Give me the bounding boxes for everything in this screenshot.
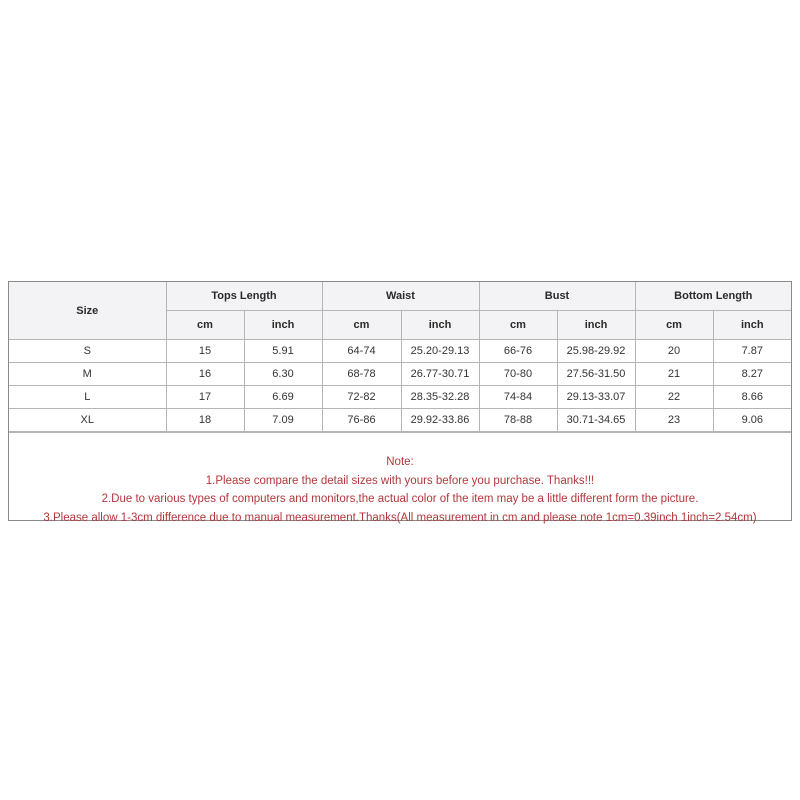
group-header-waist: Waist <box>322 282 479 311</box>
size-cell: S <box>9 340 166 363</box>
table-cell: 18 <box>166 409 244 432</box>
size-cell: M <box>9 363 166 386</box>
table-cell: 7.09 <box>244 409 322 432</box>
table-cell: 16 <box>166 363 244 386</box>
table-cell: 23 <box>635 409 713 432</box>
unit-header: inch <box>713 311 791 340</box>
table-cell: 78-88 <box>479 409 557 432</box>
table-cell: 20 <box>635 340 713 363</box>
table-row-s <box>9 340 791 363</box>
note-line-1: 1.Please compare the detail sizes with yours before you purchase. Thanks!!! <box>205 474 595 487</box>
table-cell: 74-84 <box>479 386 557 409</box>
table-cell: 7.87 <box>713 340 791 363</box>
table-cell: 9.06 <box>713 409 791 432</box>
table-cell: 8.66 <box>713 386 791 409</box>
size-table <box>9 282 791 432</box>
size-chart <box>8 281 792 524</box>
table-cell: 26.77-30.71 <box>401 363 479 386</box>
unit-header: cm <box>322 311 401 340</box>
table-cell: 29.13-33.07 <box>557 386 635 409</box>
table-cell: 29.92-33.86 <box>401 409 479 432</box>
table-cell: 6.30 <box>244 363 322 386</box>
table-cell: 76-86 <box>322 409 401 432</box>
table-row-m <box>9 363 791 386</box>
table-cell: 15 <box>166 340 244 363</box>
table-row-l <box>9 386 791 409</box>
unit-header: inch <box>244 311 322 340</box>
unit-header: cm <box>635 311 713 340</box>
table-cell: 70-80 <box>479 363 557 386</box>
group-header-tops-length: Tops Length <box>166 282 322 311</box>
table-cell: 17 <box>166 386 244 409</box>
table-cell: 25.20-29.13 <box>401 340 479 363</box>
size-header: Size <box>9 282 166 340</box>
table-cell: 64-74 <box>322 340 401 363</box>
size-cell: XL <box>9 409 166 432</box>
unit-header: inch <box>557 311 635 340</box>
table-cell: 68-78 <box>322 363 401 386</box>
size-cell: L <box>9 386 166 409</box>
table-cell: 72-82 <box>322 386 401 409</box>
table-cell: 5.91 <box>244 340 322 363</box>
group-header-bottom-length: Bottom Length <box>635 282 791 311</box>
notes-section <box>9 432 791 527</box>
unit-header: cm <box>166 311 244 340</box>
table-cell: 66-76 <box>479 340 557 363</box>
group-header-bust: Bust <box>479 282 635 311</box>
note-line-3: 3.Please allow 1-3cm difference due to manual measurement.Thanks(All measurement in cm and please note 1cm=0.39inch 1inch=2.54cm) <box>43 511 757 524</box>
table-cell: 6.69 <box>244 386 322 409</box>
table-cell: 25.98-29.92 <box>557 340 635 363</box>
table-cell: 8.27 <box>713 363 791 386</box>
table-cell: 21 <box>635 363 713 386</box>
group-header-row <box>9 282 791 311</box>
note-line-2: 2.Due to various types of computers and monitors,the actual color of the item may be a little different form the picture. <box>101 493 699 505</box>
table-row-xl <box>9 409 791 432</box>
unit-header: inch <box>401 311 479 340</box>
table-cell: 28.35-32.28 <box>401 386 479 409</box>
table-cell: 27.56-31.50 <box>557 363 635 386</box>
notes-title: Note: <box>386 456 414 468</box>
table-cell: 22 <box>635 386 713 409</box>
unit-header: cm <box>479 311 557 340</box>
table-cell: 30.71-34.65 <box>557 409 635 432</box>
